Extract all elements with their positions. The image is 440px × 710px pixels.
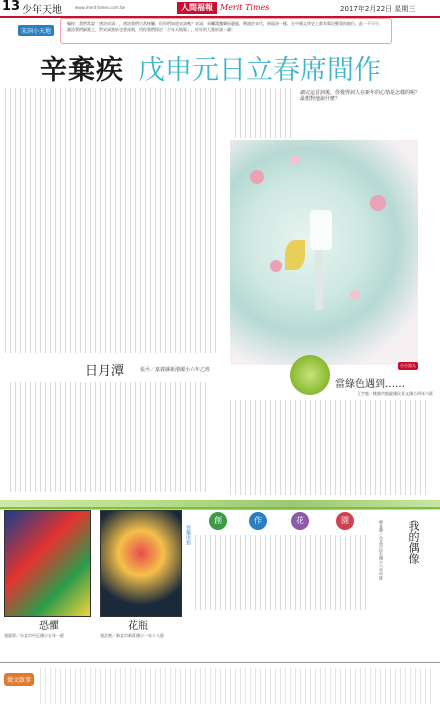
footer-tag: 徵文啟事 — [4, 673, 34, 686]
poem-body-1 — [10, 382, 210, 492]
garden-bubble: 作 — [249, 512, 267, 530]
issue-date: 2017年2月22日 星期三 — [340, 5, 416, 13]
column-tag: 宋詞小天地 — [18, 25, 54, 36]
side-question: 讀完這首詞後，你覺得詞人在新年的心情是怎樣的呢？最想對他說什麼？ — [300, 90, 421, 102]
article-body-text-2 — [235, 88, 295, 138]
garden-bubble: 創 — [209, 512, 227, 530]
poem-body-2 — [230, 400, 430, 495]
article-body-text — [5, 88, 220, 353]
article-title: 辛棄疾 — [40, 55, 124, 86]
article-subtitle: 戊申元日立春席間作 — [138, 55, 381, 86]
portrait-title: 我的偶像 — [407, 520, 420, 564]
poem-title-2: 當綠色遇到…… — [335, 379, 405, 390]
garden-bubble: 園 — [336, 512, 354, 530]
garden-bubble: 花 — [291, 512, 309, 530]
newspaper-logo-en: Merit Times — [220, 3, 270, 12]
intro-box — [60, 18, 392, 44]
artwork-title-2: 花瓶 — [128, 621, 148, 632]
artwork-author: 張晨寧／台北市中正國小五年一班 — [4, 633, 64, 638]
header-url[interactable]: www.merit-times.com.tw — [75, 5, 125, 10]
portrait-author: 林宜靜／台北市民生國小六年甲班 — [379, 520, 384, 580]
portrait-body — [195, 535, 370, 610]
tree-illustration — [290, 355, 330, 395]
section-divider — [0, 507, 440, 509]
section-title: 少年天地 — [22, 5, 62, 16]
poem-author-2: 王宇庭／桃園市凱旋國民長文國小四年六班 — [357, 391, 433, 396]
artwork-vase-image — [100, 510, 182, 617]
illustration — [230, 140, 418, 365]
doodle-tag: 快樂塗鴉 — [185, 525, 191, 545]
artwork-fear-image — [4, 510, 91, 617]
artwork-title: 恐懼 — [39, 621, 59, 632]
poet-badge: 小小詩人 — [400, 363, 416, 368]
poem-author: 張丞／嘉義縣新港國小六年乙班 — [140, 367, 211, 373]
newspaper-logo: 人間福報 — [177, 2, 217, 14]
poem-title: 日月潭 — [85, 364, 125, 379]
page-number: 13 — [2, 0, 21, 14]
artwork-author-2: 張芷綾／新北市新莊國小一年十八班 — [100, 633, 164, 638]
footer-text — [40, 668, 435, 704]
intro-text: 編按：我們常說「唐詩宋詞」，唐詩我們日常接觸，但你們知道宋詞嗎？宋詞，承繼漢魏樂府遺風，興盛於宋代，展現詩一樣，在中國文學史上都有舉足輕重的地位。此一不可少，讀詩我們細賞之，對宋詞賞析也要深刻，用你我們探討「少年天地篇」，好好的大賞析請一讀！ — [67, 21, 383, 32]
